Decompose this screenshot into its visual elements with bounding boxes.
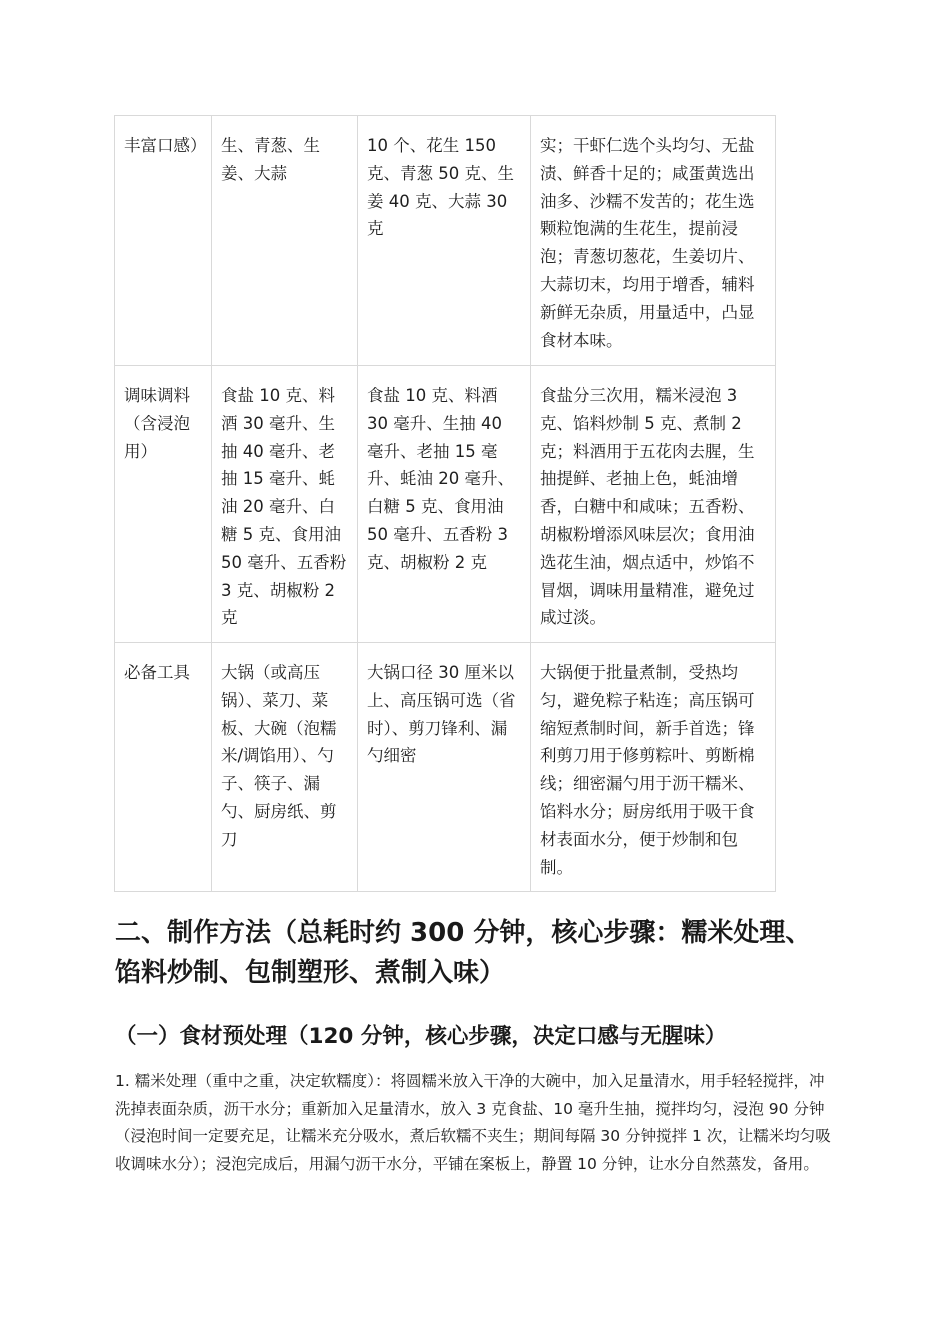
ingredients-table — [114, 115, 776, 892]
subsection-heading: （一）食材预处理（120 分钟，核心步骤，决定口感与无腥味） — [115, 1024, 727, 1049]
table-cell-amount: 食盐 10 克、料酒 30 毫升、生抽 40 毫升、老抽 15 毫升、蚝油 20 毫升、白糖 5 克、食用油 50 毫升、五香粉 3 克、胡椒粉 2 克 — [358, 366, 531, 643]
table-cell-category: 调味调料（含浸泡用） — [115, 366, 212, 643]
table-cell-items: 大锅（或高压锅）、菜刀、菜板、大碗（泡糯米/调馅用）、勺子、筷子、漏勺、厨房纸、剪刀 — [212, 643, 358, 892]
table-cell-notes: 大锅便于批量煮制，受热均匀，避免粽子粘连；高压锅可缩短煮制时间，新手首选；锋利剪刀用于修剪粽叶、剪断棉线；细密漏勺用于沥干糯米、馅料水分；厨房纸用于吸干食材表面水分，便于炒制和包制。 — [531, 643, 776, 892]
section-heading: 二、制作方法（总耗时约 300 分钟，核心步骤：糯米处理、馅料炒制、包制塑形、煮制入味） — [115, 918, 812, 988]
table-cell-items: 食盐 10 克、料酒 30 毫升、生抽 40 毫升、老抽 15 毫升、蚝油 20 毫升、白糖 5 克、食用油 50 毫升、五香粉 3 克、胡椒粉 2 克 — [212, 366, 358, 643]
table-row — [115, 366, 776, 643]
table-cell-notes: 实；干虾仁选个头均匀、无盐渍、鲜香十足的；咸蛋黄选出油多、沙糯不发苦的；花生选颗粒饱满的生花生，提前浸泡；青葱切葱花，生姜切片、大蒜切末，均用于增香，辅料新鲜无杂质，用量适中，凸显食材本味。 — [531, 116, 776, 366]
table-cell-amount: 10 个、花生 150 克、青葱 50 克、生姜 40 克、大蒜 30 克 — [358, 116, 531, 366]
table-cell-items: 生、青葱、生姜、大蒜 — [212, 116, 358, 366]
table-row — [115, 643, 776, 892]
table-cell-category: 必备工具 — [115, 643, 212, 892]
table-cell-amount: 大锅口径 30 厘米以上、高压锅可选（省时）、剪刀锋利、漏勺细密 — [358, 643, 531, 892]
table-cell-category: 丰富口感） — [115, 116, 212, 366]
table-cell-notes: 食盐分三次用，糯米浸泡 3 克、馅料炒制 5 克、煮制 2 克；料酒用于五花肉去腥，生抽提鲜、老抽上色，蚝油增香，白糖中和咸味；五香粉、胡椒粉增添风味层次；食用油选花生油，烟点适中，炒馅不冒烟，调味用量精准，避免过咸过淡。 — [531, 366, 776, 643]
table-row — [115, 116, 776, 366]
step-paragraph: 1. 糯米处理（重中之重，决定软糯度）：将圆糯米放入干净的大碗中，加入足量清水，用手轻轻搅拌，冲洗掉表面杂质，沥干水分；重新加入足量清水，放入 3 克食盐、10 毫升生抽，搅拌均匀，浸泡 90 分钟（浸泡时间一定要充足，让糯米充分吸水，煮后软糯不夹生；期间每隔 30 分钟搅拌 1 次，让糯米均匀吸收调味水分）；浸泡完成后，用漏勺沥干水分，平铺在案板上，静置 10 分钟，让水分自然蒸发，备用。 — [115, 1072, 831, 1173]
